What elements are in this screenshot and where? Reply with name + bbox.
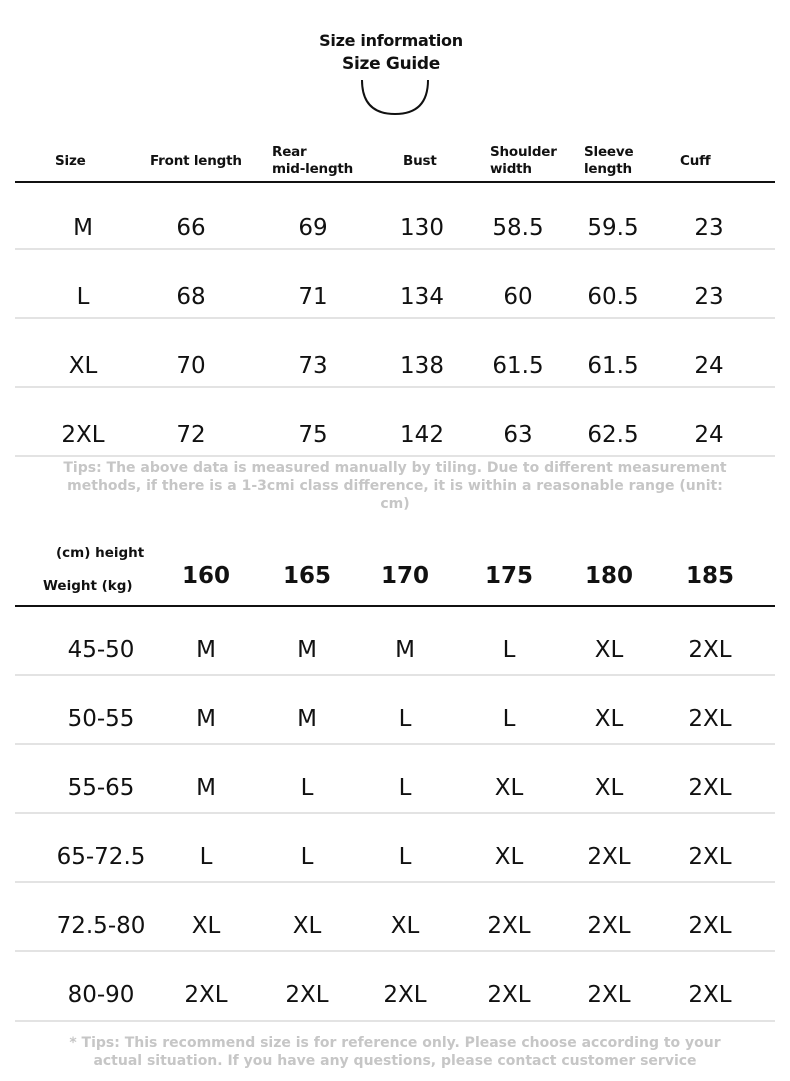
size-cell: 69 [298,215,328,241]
weight-range-cell: 80-90 [67,982,135,1008]
size-cell: 75 [298,422,328,448]
size-row-divider [15,248,775,250]
recommend-row-divider [15,743,775,745]
header-size: Size [55,152,86,169]
recommended-size-cell: M [297,637,317,663]
recommended-size-cell: XL [494,775,524,801]
recommended-size-cell: 2XL [487,913,531,939]
tips-line-3: cm) [380,496,410,512]
size-cell: M [73,215,93,241]
recommended-size-cell: XL [191,913,221,939]
size-cell: 59.5 [587,215,639,241]
size-cell: 63 [503,422,533,448]
recommended-size-cell: 2XL [383,982,427,1008]
height-column-header: 165 [282,563,332,589]
recommended-size-cell: 2XL [487,982,531,1008]
size-row-divider [15,317,775,319]
height-column-header: 180 [584,563,634,589]
size-cell: 24 [694,353,724,379]
title-guide: Size Guide [342,54,440,74]
weight-range-cell: 50-55 [67,706,135,732]
recommended-size-cell: L [502,637,516,663]
recommended-size-cell: XL [292,913,322,939]
recommended-size-cell: L [502,706,516,732]
header-sleeve-line2: length [584,161,632,177]
size-cell: 71 [298,284,328,310]
size-cell: 70 [176,353,206,379]
size-cell: 68 [176,284,206,310]
weight-range-cell: 45-50 [67,637,135,663]
recommend-row-divider [15,881,775,883]
tips-line-1: Tips: The above data is measured manually by tiling. Due to different measurement [63,460,727,476]
recommended-size-cell: XL [594,706,624,732]
size-cell: 58.5 [492,215,544,241]
recommended-size-cell: L [199,844,213,870]
size-row-divider [15,386,775,388]
header-rear-line2: mid-length [272,161,354,177]
recommend-row-divider [15,1020,775,1022]
weight-range-cell: 55-65 [67,775,135,801]
height-column-header: 160 [181,563,231,589]
recommended-size-cell: 2XL [587,844,631,870]
size-cell: L [76,284,90,310]
size-cell: 73 [298,353,328,379]
recommended-size-cell: 2XL [688,913,732,939]
recommend-header-rule [15,605,775,607]
recommend-row-divider [15,950,775,952]
weight-range-cell: 72.5-80 [56,913,146,939]
size-cell: 24 [694,422,724,448]
header-sleeve-line1: Sleeve [584,144,634,160]
title-info: Size information [319,31,463,50]
size-header-rule [15,181,775,183]
size-cell: 130 [400,215,444,241]
recommend-row [0,961,790,1029]
recommended-size-cell: 2XL [688,775,732,801]
recommended-size-cell: L [398,706,412,732]
recommended-size-cell: 2XL [587,913,631,939]
size-cell: 23 [694,215,724,241]
decorative-arc-icon [358,78,432,118]
header-shoulder-line2: width [490,161,532,177]
size-row-divider [15,455,775,457]
weight-range-cell: 65-72.5 [56,844,146,870]
size-cell: 72 [176,422,206,448]
recommended-size-cell: M [297,706,317,732]
recommend-row-divider [15,812,775,814]
size-cell: 61.5 [587,353,639,379]
recommended-size-cell: 2XL [285,982,329,1008]
recommended-size-cell: L [300,844,314,870]
height-column-header: 175 [484,563,534,589]
title-block [0,30,782,76]
recommend-row-divider [15,674,775,676]
size-cell: 138 [400,353,444,379]
header-sleeve-length [584,140,633,182]
header-cuff: Cuff [680,152,711,169]
recommended-size-cell: L [398,844,412,870]
height-column-header: 185 [685,563,735,589]
recommend-tips [50,1034,740,1070]
recommended-size-cell: XL [390,913,420,939]
header-front-length: Front length [150,152,242,169]
recommended-size-cell: L [398,775,412,801]
recommended-size-cell: 2XL [688,844,732,870]
size-cell: 60.5 [587,284,639,310]
header-rear-line1: Rear [272,144,307,160]
recommend-tips-line-2: actual situation. If you have any questions, please contact customer service [93,1053,697,1069]
recommend-tips-line-1: * Tips: This recommend size is for reference only. Please choose according to your [69,1035,721,1051]
recommended-size-cell: XL [494,844,524,870]
size-cell: 134 [400,284,444,310]
recommended-size-cell: 2XL [587,982,631,1008]
size-cell: 61.5 [492,353,544,379]
height-label: (cm) height [56,545,145,561]
recommended-size-cell: XL [594,775,624,801]
recommended-size-cell: 2XL [688,706,732,732]
size-cell: 62.5 [587,422,639,448]
recommended-size-cell: M [196,706,216,732]
recommended-size-cell: M [196,775,216,801]
header-bust: Bust [403,152,437,169]
header-rear-mid-length [272,140,353,182]
header-shoulder-width [490,140,557,182]
size-cell: 66 [176,215,206,241]
size-cell: XL [68,353,98,379]
size-row [0,332,790,400]
weight-label: Weight (kg) [43,578,133,594]
size-cell: 142 [400,422,444,448]
recommended-size-cell: 2XL [688,982,732,1008]
recommended-size-cell: XL [594,637,624,663]
height-column-header: 170 [380,563,430,589]
size-row [0,194,790,262]
recommended-size-cell: 2XL [688,637,732,663]
recommended-size-cell: 2XL [184,982,228,1008]
recommended-size-cell: L [300,775,314,801]
measurement-tips [60,459,730,513]
recommended-size-cell: M [196,637,216,663]
header-shoulder-line1: Shoulder [490,144,557,160]
tips-line-2: methods, if there is a 1-3cmi class difference, it is within a reasonable range (unit: [67,478,723,494]
size-row [0,263,790,331]
recommended-size-cell: M [395,637,415,663]
size-cell: 2XL [61,422,105,448]
size-table-header [0,140,790,182]
size-cell: 23 [694,284,724,310]
size-cell: 60 [503,284,533,310]
